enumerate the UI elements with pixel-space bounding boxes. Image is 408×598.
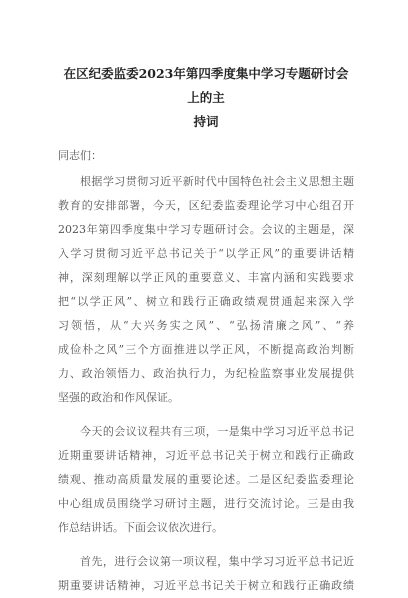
salutation: 同志们： [58,149,102,162]
text-line: 坚强的政治和作风保证。 [58,391,179,404]
text-line: 习领悟，从“大兴务实之风”、“弘扬清廉之风”、“养 [58,319,354,332]
text-line: 教育的安排部署，今天，区纪委监委理论学习中心组召开 [58,199,354,212]
text-line: 期重要讲话精神，习近平总书记关于树立和践行正确政绩 [58,579,354,592]
text-line: 成俭朴之风”三个方面推进以学正风，不断提高政治判断 [58,343,354,356]
text-line: 2023年第四季度集中学习专题研讨会。会议的主题是，深 [58,223,354,236]
text-line: 中心组成员围绕学习研讨主题，进行交流讨论。三是由我 [58,497,354,510]
title-line: 持词 [193,114,219,129]
paragraph-3 [58,550,354,598]
text-line: 力、政治领悟力、政治执行力，为纪检监察事业发展提供 [58,367,354,380]
document-title [58,62,354,134]
text-line: 根据学习贯彻习近平新时代中国特色社会主义思想主题 [80,175,354,188]
text-line: 作总结讲话。下面会议依次进行。 [58,521,223,534]
paragraph-2 [58,420,354,540]
text-line: 绩观、推动高质量发展的重要论述。二是区纪委监委理论 [58,473,354,486]
text-line: 今天的会议议程共有三项，一是集中学习习近平总书记 [80,425,354,438]
text-line: 首先，进行会议第一项议程，集中学习习近平总书记近 [80,555,354,568]
title-line: 在区纪委监委2023年第四季度集中学习专题研讨会上的主 [63,66,349,105]
text-line: 近期重要讲话精神，习近平总书记关于树立和践行正确政 [58,449,354,462]
text-line: 把“以学正风”、树立和践行正确政绩观贯通起来深入学 [58,295,354,308]
paragraph-1 [58,170,354,410]
text-line: 神，深刻理解以学正风的重要意义、丰富内涵和实践要求 [58,271,354,284]
text-line: 入学习贯彻习近平总书记关于“以学正风”的重要讲话精 [58,247,354,260]
